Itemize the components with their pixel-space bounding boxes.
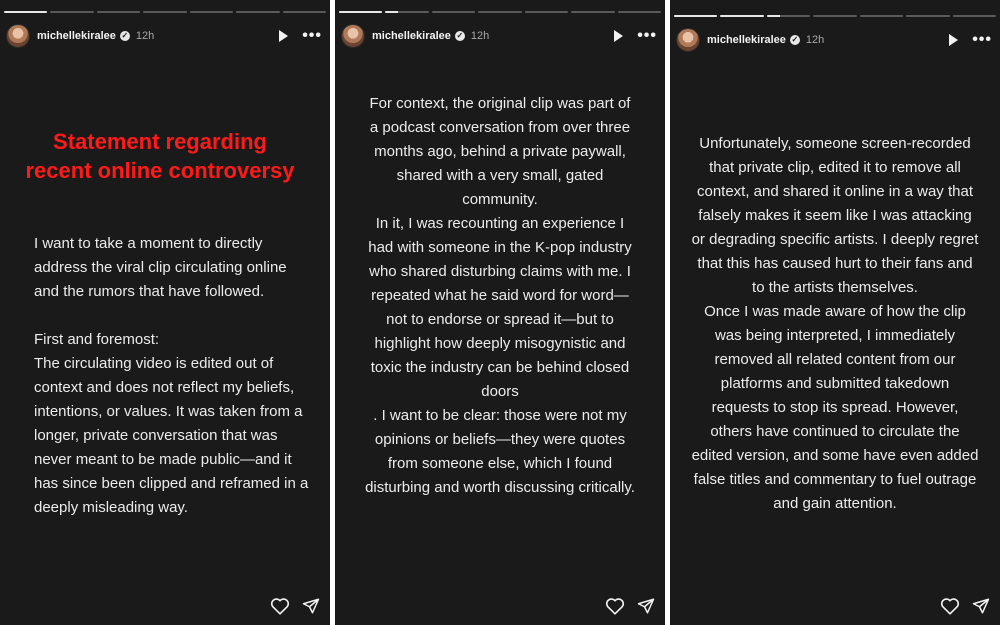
story-actions — [605, 597, 655, 615]
statement-headline: Statement regarding recent online controversy — [25, 129, 295, 183]
heart-icon[interactable] — [940, 597, 960, 615]
avatar[interactable] — [676, 28, 700, 52]
progress-segment — [385, 11, 428, 13]
paragraph: . I want to be clear: those were not my opinions or beliefs—they were quotes from someone else, which I found disturbing and worth discussing critically. — [365, 407, 635, 496]
progress-segment — [860, 15, 903, 17]
more-icon[interactable]: ••• — [972, 31, 992, 48]
progress-segment — [571, 11, 614, 13]
send-icon[interactable] — [302, 597, 320, 615]
progress-segment — [339, 11, 382, 13]
paragraph: For context, the original clip was part of a podcast conversation from over three months ago, behind a private paywall, shared with a very small, gated community. — [369, 95, 631, 208]
send-icon[interactable] — [972, 597, 990, 615]
story-header — [676, 27, 992, 53]
progress-segment — [813, 15, 856, 17]
progress-segment — [525, 11, 568, 13]
heart-icon[interactable] — [605, 597, 625, 615]
progress-segment — [953, 15, 996, 17]
paragraph: Unfortunately, someone screen-recorded that private clip, edited it to remove all context, and shared it online in a way that falsely makes it seem like I was attacking or degrading specific artists. I deeply regret that this has caused hurt to their fans and to the artists themselves. — [691, 135, 979, 296]
progress-segment — [236, 11, 279, 13]
progress-segment — [190, 11, 233, 13]
verified-badge-icon: ✓ — [791, 35, 799, 44]
story-actions — [270, 597, 320, 615]
story-panel-3[interactable] — [670, 0, 1000, 625]
verified-badge-icon: ✓ — [456, 31, 464, 40]
story-panel-1[interactable] — [0, 0, 330, 625]
avatar[interactable] — [6, 24, 30, 48]
verified-badge-icon: ✓ — [121, 31, 129, 40]
progress-segment — [4, 11, 47, 13]
paragraph: I want to take a moment to directly address the viral clip circulating online and the rumors that have followed. — [34, 235, 287, 300]
post-time: 12h — [470, 30, 490, 42]
story-actions — [940, 597, 990, 615]
send-icon[interactable] — [637, 597, 655, 615]
more-icon[interactable]: ••• — [302, 27, 322, 44]
avatar[interactable] — [341, 24, 365, 48]
play-icon[interactable] — [279, 30, 288, 42]
progress-segment — [97, 11, 140, 13]
progress-segment — [432, 11, 475, 13]
progress-segment — [674, 15, 717, 17]
progress-segment — [720, 15, 763, 17]
post-time: 12h — [135, 30, 155, 42]
paragraph: Once I was made aware of how the clip was being interpreted, I immediately removed all related content from our platforms and submitted takedown requests to stop its spread. However, others have continued to circulate the edited version, and some have even added false titles and commentary to fuel outrage and gain attention. — [691, 303, 979, 512]
progress-segment — [767, 15, 810, 17]
heart-icon[interactable] — [270, 597, 290, 615]
play-icon[interactable] — [949, 34, 958, 46]
paragraph: The circulating video is edited out of context and does not reflect my beliefs, intentions, or values. It was taken from a longer, private conversation that was never meant to be made public—and it has since been clipped and reframed in a deeply misleading way. — [34, 355, 309, 516]
story-header — [6, 23, 322, 49]
story-progress-bar — [674, 15, 996, 17]
username[interactable]: michellekiralee — [37, 30, 116, 42]
progress-segment — [143, 11, 186, 13]
story-header — [341, 23, 657, 49]
story-progress-bar — [339, 11, 661, 13]
play-icon[interactable] — [614, 30, 623, 42]
username[interactable]: michellekiralee — [707, 34, 786, 46]
paragraph: First and foremost: — [34, 331, 160, 348]
progress-segment — [283, 11, 326, 13]
progress-segment — [906, 15, 949, 17]
story-text — [690, 132, 980, 516]
paragraph: In it, I was recounting an experience I had with someone in the K-pop industry who shared disturbing claims with me. I repeated what he said word for word—not to endorse or spread it—but to highlight how deeply misogynistic and toxic the industry can be behind closed doors — [368, 215, 632, 400]
story-text — [365, 92, 635, 500]
progress-segment — [478, 11, 521, 13]
progress-segment — [50, 11, 93, 13]
more-icon[interactable]: ••• — [637, 27, 657, 44]
story-panel-2[interactable] — [335, 0, 665, 625]
progress-segment — [618, 11, 661, 13]
post-time: 12h — [805, 34, 825, 46]
story-progress-bar — [4, 11, 326, 13]
story-text — [34, 232, 314, 520]
username[interactable]: michellekiralee — [372, 30, 451, 42]
